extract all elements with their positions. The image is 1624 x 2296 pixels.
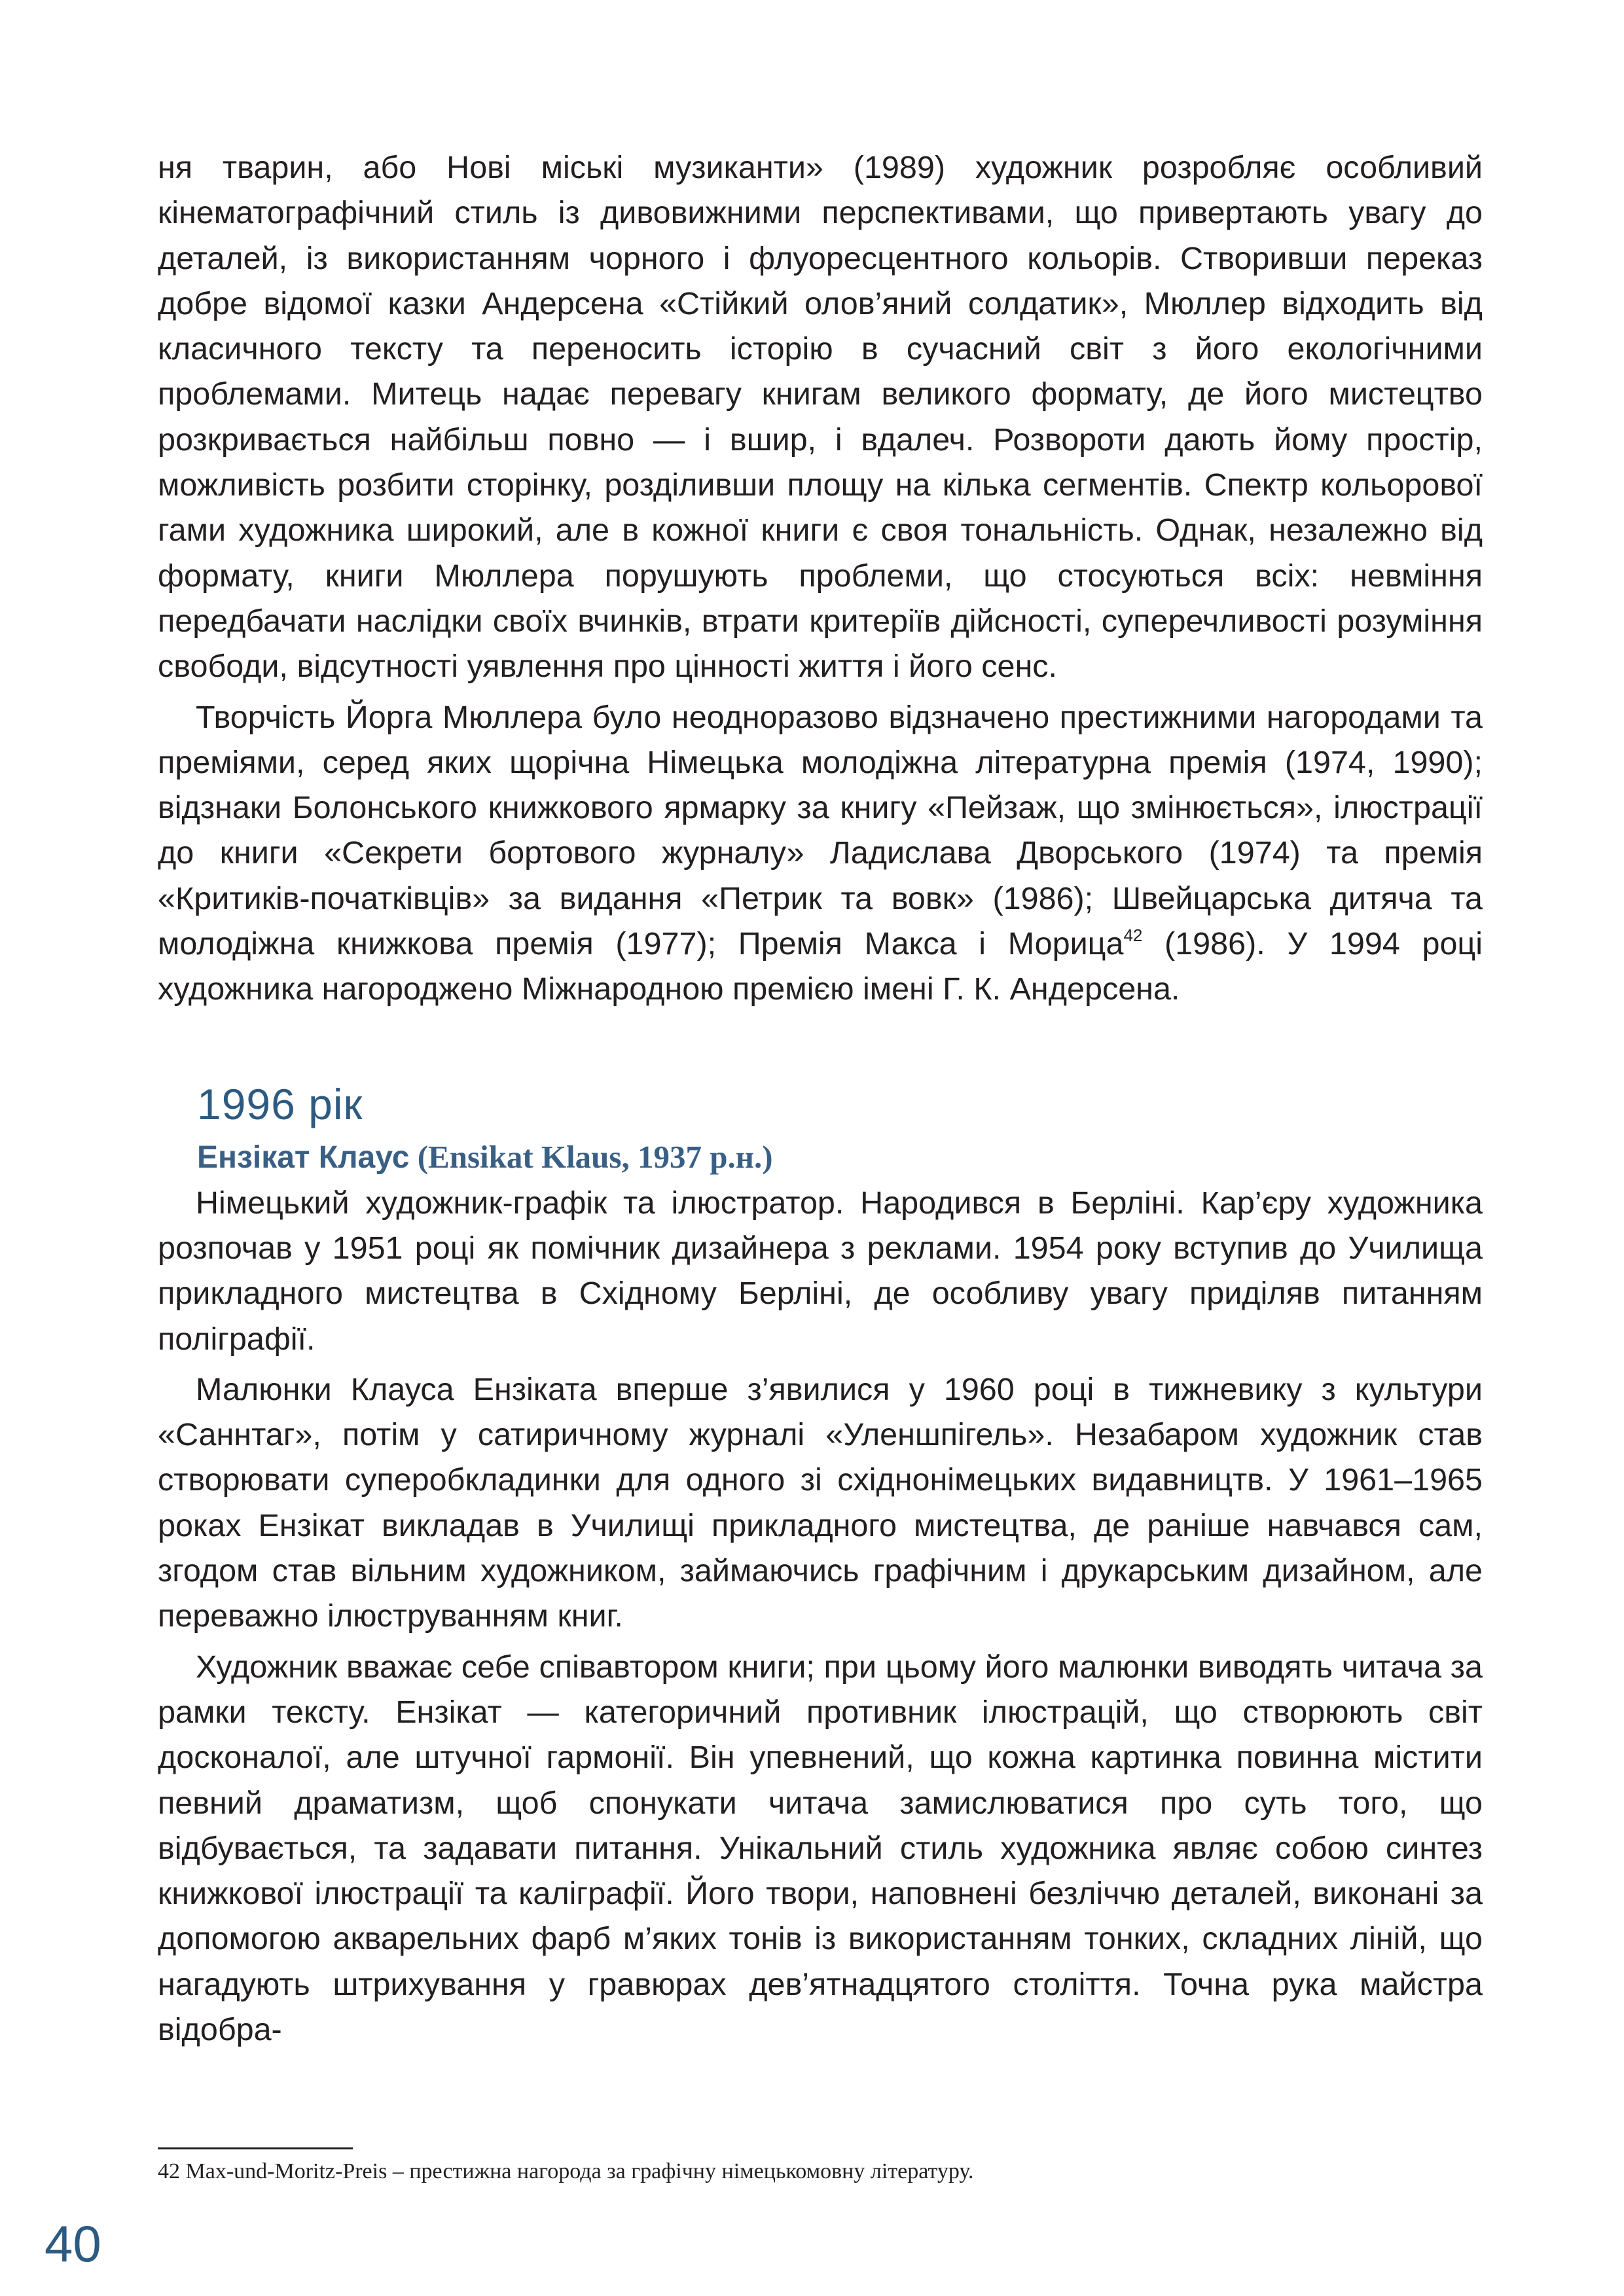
paragraph-style: Художник вважає себе співавтором книги; при цьому його малюнки виводять читача за рамки тексту. Ензікат — категоричний противник ілюстрацій, що створюють світ досконалої, але штучної гармонії. Він упевнений, що кожна картинка повинна містити певний драматизм, щоб спонукати читача замислюватися про суть того, що відбувається, та задавати питання. Унікальний стиль художника являє собою синтез книжкової ілюстрації та каліграфії. Його твори, наповнені безліччю деталей, виконані за допомогою акварельних фарб м’яких тонів із використанням тонких, складних ліній, що нагадують штрихування у гравюрах дев’ятнадцятого століття. Точна рука майстра відобра-	[158, 1649, 1483, 2047]
footnote-ref: 42	[1123, 925, 1143, 946]
footnote-divider	[158, 2147, 353, 2149]
awards-text-end: (1986). У 1994 році художника нагороджено Міжнародною премією імені Г. К. Андерсена.	[158, 926, 1483, 1007]
paragraph-bio: Німецький художник-графік та ілюстратор. Народився в Берліні. Кар’єру художника розпочав у 1951 році як помічник дизайнера з реклами. 1954 року вступив до Училища прикладного мистецтва в Східному Берліні, де особливу увагу приділяв питанням поліграфії.	[158, 1185, 1483, 1357]
page-body	[158, 145, 1483, 2053]
laureate-heading	[197, 1137, 1483, 1178]
section-year-heading: 1996 рік	[197, 1079, 363, 1128]
page-number: 40	[45, 2215, 101, 2272]
paragraph-awards	[158, 695, 1483, 1013]
awards-text-start: Творчість Йорга Мюллера було неодноразово відзначено престижними нагородами та преміями, серед яких щорічна Німецька молодіжна літературна премія (1974, 1990); відзнаки Болонського книжкового ярмарку за книгу «Пейзаж, що змінюється», ілюстрації до книги «Секрети бортового журналу» Ладислава Дворського (1974) та премія «Критиків-початківців» за видання «Петрик та вовк» (1986); Швейцарська дитяча та молодіжна книжкова премія (1977); Премія Макса і Морица	[158, 699, 1483, 962]
laureate-original-name: (Ensikat Klaus, 1937 р.н.)	[409, 1138, 773, 1175]
paragraph-continued: ня тварин, або Нові міські музиканти» (1989) художник розробляє особливий кінематографічний стиль із дивовижними перспективами, що привертають увагу до деталей, із використанням чорного і флуоресцентного кольорів. Створивши переказ добре відомої казки Андерсена «Стійкий олов’яний солдатик», Мюллер відходить від класичного тексту та переносить історію в сучасний світ з його екологічними проблемами. Митець надає перевагу книгам великого формату, де його мистецтво розкривається найбільш повно — і вшир, і вдалеч. Розвороти дають йому простір, можливість розбити сторінку, розділивши площу на кілька сегментів. Спектр кольорової гами художника широкий, але в кожної книги є своя тональність. Однак, незалежно від формату, книги Мюллера порушують проблеми, що стосуються всіх: невміння передбачати наслідки своїх вчинків, втрати критеріїв дійсності, суперечливості розуміння свободи, відсутності уявлення про цінності життя і його сенс.	[158, 150, 1483, 685]
laureate-name: Ензікат Клаус	[197, 1139, 410, 1175]
footnote: 42 Max-und-Moritz-Preis – престижна нагорода за графічну німецькомовну літературу.	[158, 2159, 974, 2183]
paragraph-career: Малюнки Клауса Ензіката вперше з’явилися у 1960 році в тижневику з культури «Саннтаг», потім у сатиричному журналі «Уленшпігель». Незабаром художник став створювати суперобкладинки для одного зі східнонімецьких видавництв. У 1961–1965 роках Ензікат викладав в Училищі прикладного мистецтва, де раніше навчався сам, згодом став вільним художником, займаючись графічним і друкарським дизайном, але переважно ілюструванням книг.	[158, 1371, 1483, 1634]
